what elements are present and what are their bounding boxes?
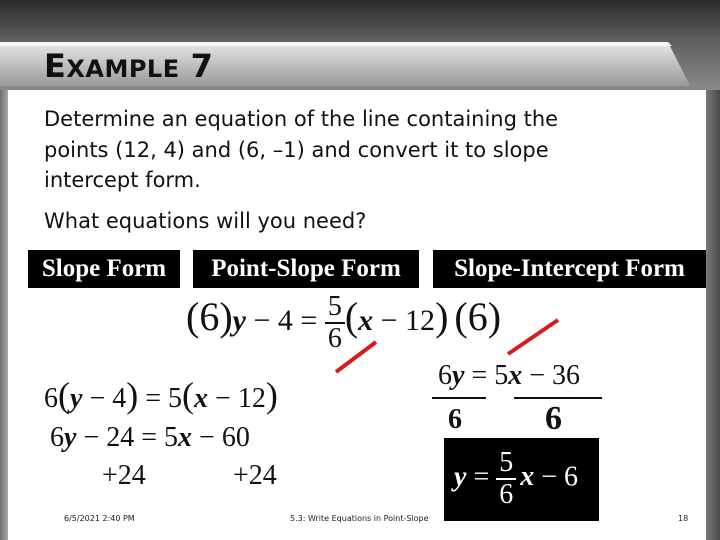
divisor-left: 6 (448, 404, 462, 435)
problem-statement (44, 104, 664, 196)
division-bar-left (432, 397, 486, 399)
point-slope-form-label: Point-Slope Form (193, 250, 419, 288)
strike-denominator (336, 342, 376, 372)
slope-form-label: Slope Form (28, 250, 180, 288)
final-answer-box (444, 438, 599, 521)
slide-number: 18 (678, 514, 689, 523)
slide-title: EXAMPLE 7 (44, 47, 214, 85)
final-fraction: $\frac{5}{6}$ (496, 448, 516, 510)
question-text: What equations will you need? (44, 209, 367, 233)
add-24-left: +24 (102, 460, 146, 491)
division-bar-right (514, 397, 602, 399)
problem-line-1: Determine an equation of the line containing the (44, 107, 559, 131)
problem-line-3: intercept form. (44, 168, 201, 192)
footer-date: 6/5/2021 2:40 PM (64, 514, 135, 523)
add-24-right: +24 (233, 460, 277, 491)
right-frame (706, 90, 720, 540)
strike-multiplier (508, 320, 558, 354)
fraction-5-6: $\frac{5}{6}$ (325, 292, 345, 354)
equation-3: 6y − 24 = 5x − 60 (50, 422, 250, 453)
final-equation: y = $\frac{5}{6}$ x − 6 (454, 447, 579, 510)
problem-line-2: points (12, 4) and (6, –1) and convert it to slope (44, 137, 549, 162)
equation-1: (6)y − 4 = $\frac{5}{6}$ (x − 12) (6) (186, 291, 502, 354)
equation-2: 6(y − 4) = 5(x − 12) (44, 375, 278, 415)
left-frame (0, 90, 8, 540)
division-numerator: 6y = 5x − 36 (438, 360, 581, 391)
footer-title: 5.3: Write Equations in Point-Slope (290, 514, 429, 523)
slope-intercept-form-label: Slope-Intercept Form (433, 250, 706, 288)
divisor-right: 6 (545, 400, 562, 437)
